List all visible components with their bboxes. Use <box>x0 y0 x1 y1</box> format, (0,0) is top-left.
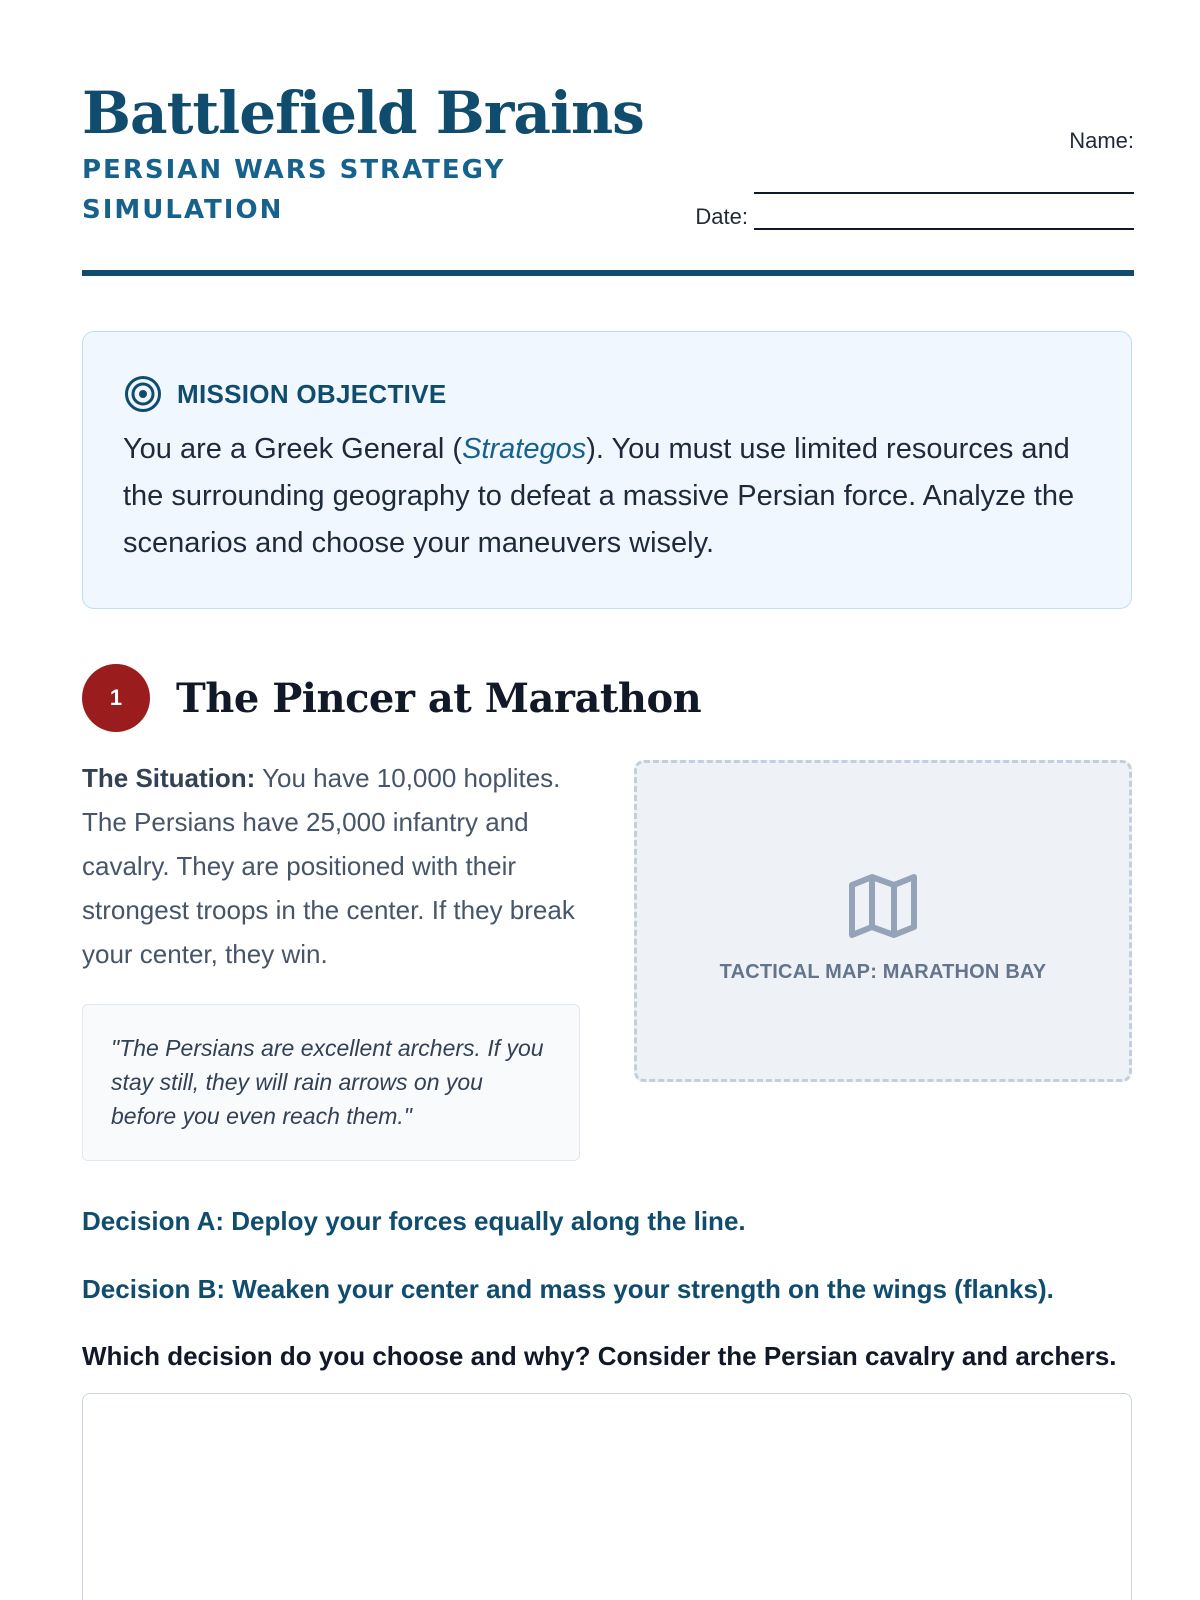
decision-a: Decision A: Deploy your forces equally along the line. <box>82 1206 746 1236</box>
date-blank[interactable] <box>754 204 1134 230</box>
map-icon <box>846 869 920 943</box>
name-field-row <box>674 122 1134 194</box>
student-fields <box>674 122 1134 230</box>
section-1-header <box>82 664 701 732</box>
page-title: Battlefield Brains <box>82 79 644 147</box>
answer-textarea[interactable] <box>82 1393 1132 1600</box>
date-field-row <box>674 194 1134 230</box>
date-label: Date: <box>695 204 748 229</box>
question-prompt: Which decision do you choose and why? Consider the Persian cavalry and archers. <box>82 1341 1117 1371</box>
section-number-badge: 1 <box>82 664 150 732</box>
mission-text-after: ). You must use limited resources and the surrounding geography to defeat a massive Persian force. Analyze the scenarios and choose your maneuvers wisely. <box>123 433 1075 559</box>
section-title: The Pincer at Marathon <box>176 674 702 722</box>
header-divider <box>82 270 1134 276</box>
mission-text-emphasis: Strategos <box>462 433 587 465</box>
situation-body: You have 10,000 hoplites. The Persians have 25,000 infantry and cavalry. They are positioned with their strongest troops in the center. If they break your center, they win. <box>82 763 575 969</box>
mission-text <box>123 426 1091 567</box>
advisor-quote: "The Persians are excellent archers. If you stay still, they will rain arrows on you before you even reach them." <box>82 1004 580 1161</box>
decision-b: Decision B: Weaken your center and mass your strength on the wings (flanks). <box>82 1274 1054 1304</box>
page-subtitle: PERSIAN WARS STRATEGY SIMULATION <box>82 155 506 225</box>
target-icon <box>123 374 163 414</box>
name-blank[interactable] <box>754 168 1134 194</box>
map-label: TACTICAL MAP: MARATHON BAY <box>719 960 1047 983</box>
mission-header <box>123 372 1091 416</box>
worksheet-header <box>82 79 1134 272</box>
situation-text <box>82 756 582 976</box>
worksheet-page <box>82 0 1134 1600</box>
mission-objective-box <box>82 331 1132 609</box>
tactical-map-placeholder <box>634 760 1132 1082</box>
situation-label: The Situation: <box>82 763 256 793</box>
mission-text-before: You are a Greek General ( <box>123 433 463 465</box>
name-label: Name: <box>1069 128 1134 153</box>
mission-label: MISSION OBJECTIVE <box>177 378 447 409</box>
